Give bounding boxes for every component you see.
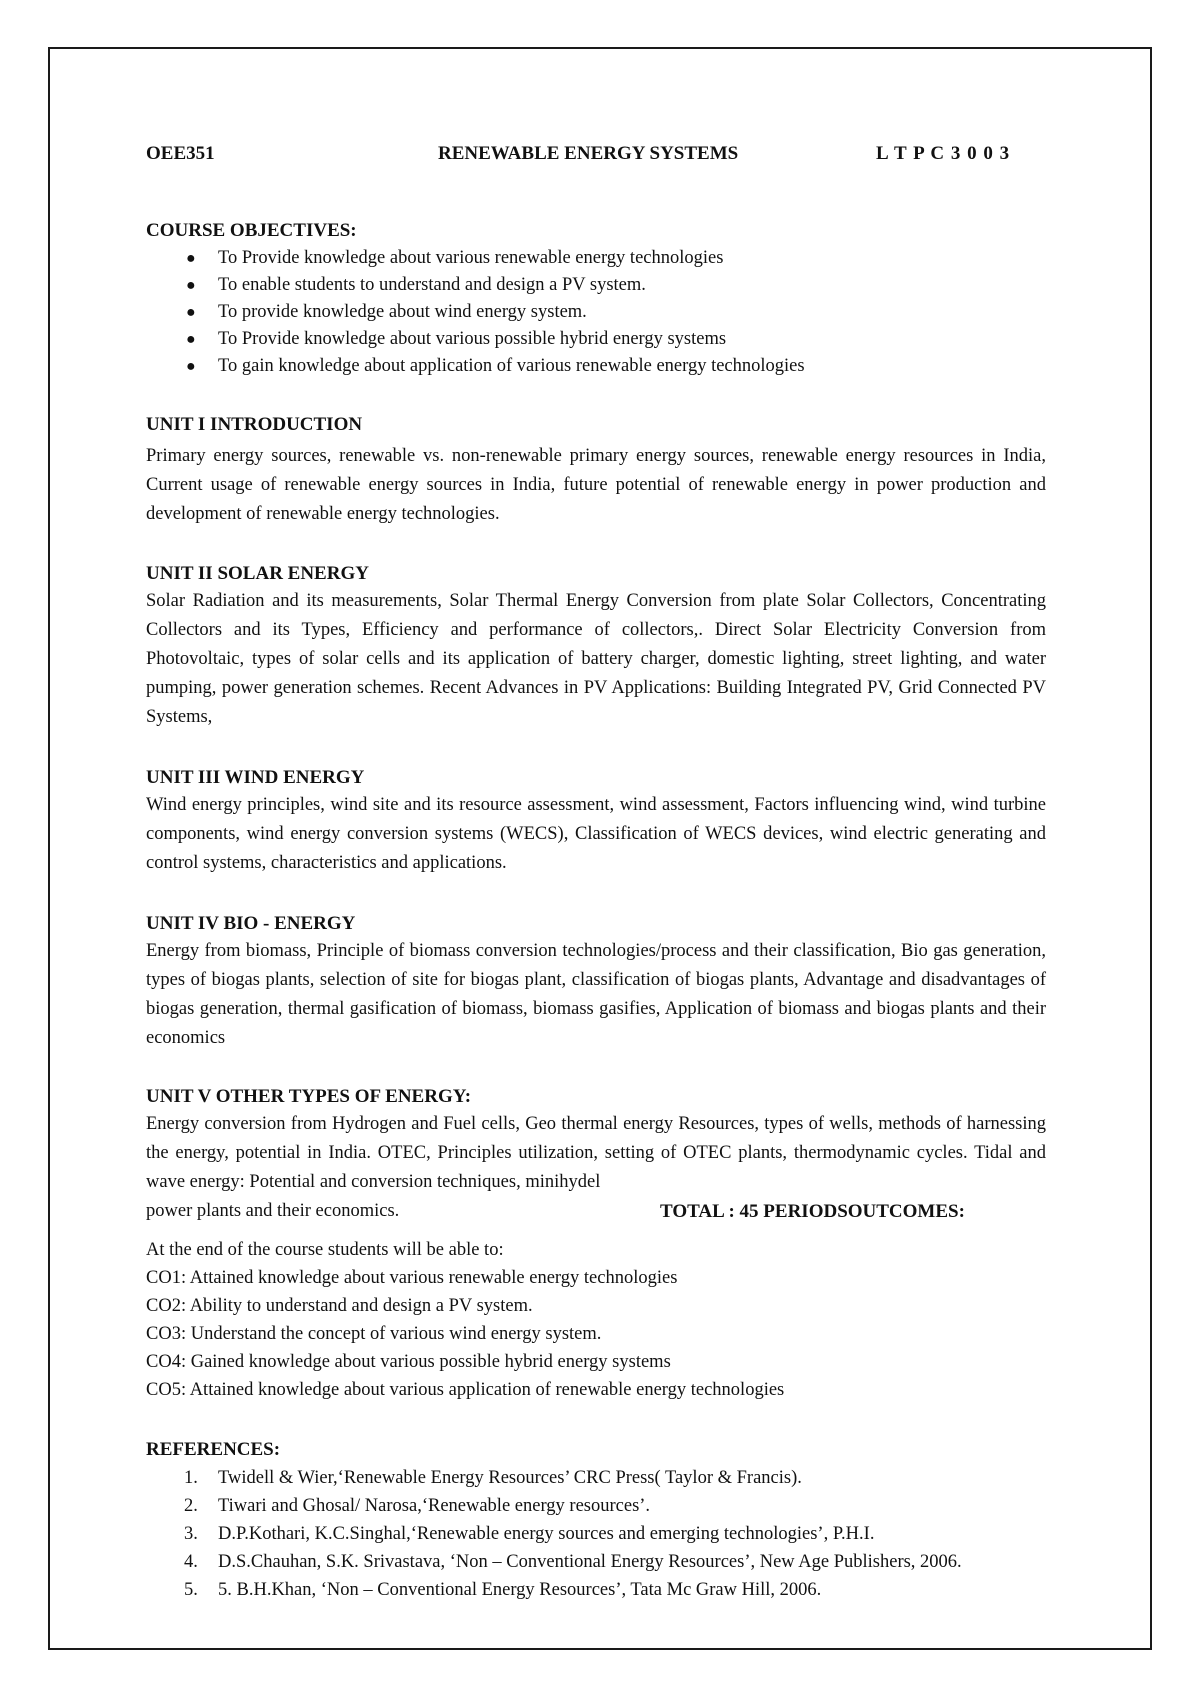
unit-5-section — [146, 1085, 1046, 1226]
list-item: 2. Tiwari and Ghosal/ Narosa,‘Renewable energy resources’. — [184, 1496, 651, 1516]
bullet-icon: ● — [186, 277, 196, 294]
unit-2-text: Solar Radiation and its measurements, Solar Thermal Energy Conversion from plate Solar Collectors, Concentrating Collectors and its Types, Efficiency and performance of collectors,. Direct Solar Electricity Conversion from Photovoltaic, types of solar cells and its application of battery charger, domestic lighting, street lighting, and water pumping, power generation schemes. Recent Advances in PV Applications: Building Integrated PV, Grid Connected PV Systems, — [146, 591, 1046, 727]
unit-5-title: UNIT V OTHER TYPES OF ENERGY: — [146, 1086, 472, 1107]
references-section — [146, 1438, 1046, 1604]
unit-2-title: UNIT II SOLAR ENERGY — [146, 563, 369, 584]
list-item: 1. Twidell & Wier,‘Renewable Energy Resources’ CRC Press( Taylor & Francis). — [184, 1468, 802, 1488]
list-item: ● To Provide knowledge about various renewable energy technologies — [146, 245, 1046, 272]
bullet-icon: ● — [186, 358, 196, 375]
total-periods-line — [146, 1197, 1046, 1226]
list-item: CO4: Gained knowledge about various possible hybrid energy systems — [146, 1352, 671, 1372]
objectives-list — [146, 245, 1046, 380]
unit-1-title: UNIT I INTRODUCTION — [146, 414, 363, 435]
references-title: REFERENCES: — [146, 1439, 281, 1460]
list-item: 3. D.P.Kothari, K.C.Singhal,‘Renewable energy sources and emerging technologies’, P.H.I. — [184, 1524, 875, 1544]
unit-4-section — [146, 912, 1046, 1053]
unit-4-text: Energy from biomass, Principle of biomass conversion technologies/process and their classification, Bio gas generation, types of biogas plants, selection of site for biogas plant, classification of biogas plants, Advantage and disadvantages of biogas generation, thermal gasification of biomass, biomass gasifies, Application of biomass and biogas plants and their economics — [146, 941, 1046, 1048]
unit-2-section — [146, 562, 1046, 732]
bullet-icon: ● — [186, 331, 196, 348]
unit-3-title: UNIT III WIND ENERGY — [146, 767, 365, 788]
list-item: CO3: Understand the concept of various wind energy system. — [146, 1324, 602, 1344]
references-list — [146, 1464, 1046, 1604]
unit-1-text: Primary energy sources, renewable vs. non-renewable primary energy sources, renewable energy resources in India, Current usage of renewable energy sources in India, future potential of renewable energy in power production and development of renewable energy technologies. — [146, 446, 1046, 524]
list-item: ● To enable students to understand and design a PV system. — [146, 272, 1046, 299]
unit-5-last-line: power plants and their economics. — [146, 1201, 400, 1221]
list-item: 4. D.S.Chauhan, S.K. Srivastava, ‘Non – Conventional Energy Resources’, New Age Publishers, 2006. — [184, 1552, 962, 1572]
unit-1-section — [146, 413, 1046, 529]
list-item: 5. 5. B.H.Khan, ‘Non – Conventional Energy Resources’, Tata Mc Graw Hill, 2006. — [184, 1580, 822, 1600]
outcomes-intro: At the end of the course students will be able to: — [146, 1240, 504, 1260]
outcomes-section — [146, 1236, 1046, 1404]
list-item: CO1: Attained knowledge about various renewable energy technologies — [146, 1268, 678, 1288]
unit-3-text: Wind energy principles, wind site and its resource assessment, wind assessment, Factors influencing wind, wind turbine components, wind energy conversion systems (WECS), Classification of WECS devices, wind electric generating and control systems, characteristics and applications. — [146, 795, 1046, 873]
bullet-icon: ● — [186, 304, 196, 321]
course-title: RENEWABLE ENERGY SYSTEMS — [438, 143, 739, 164]
list-item: CO2: Ability to understand and design a PV system. — [146, 1296, 533, 1316]
unit-3-section — [146, 766, 1046, 878]
course-credits: L T P C 3 0 0 3 — [876, 143, 1011, 164]
total-periods: TOTAL : 45 PERIODSOUTCOMES: — [660, 1201, 965, 1222]
bullet-icon: ● — [186, 250, 196, 267]
course-header — [146, 143, 1046, 167]
list-item: ● To gain knowledge about application of various renewable energy technologies — [146, 353, 1046, 380]
list-item: CO5: Attained knowledge about various application of renewable energy technologies — [146, 1380, 785, 1400]
objectives-title: COURSE OBJECTIVES: — [146, 220, 357, 241]
list-item: ● To provide knowledge about wind energy system. — [146, 299, 1046, 326]
objectives-section — [146, 219, 1046, 380]
unit-4-title: UNIT IV BIO - ENERGY — [146, 913, 356, 934]
unit-5-text: Energy conversion from Hydrogen and Fuel cells, Geo thermal energy Resources, types of wells, methods of harnessing the energy, potential in India. OTEC, Principles utilization, setting of OTEC plants, thermodynamic cycles. Tidal and wave energy: Potential and conversion techniques, minihydel — [146, 1114, 1046, 1192]
course-code: OEE351 — [146, 143, 215, 164]
list-item: ● To Provide knowledge about various possible hybrid energy systems — [146, 326, 1046, 353]
